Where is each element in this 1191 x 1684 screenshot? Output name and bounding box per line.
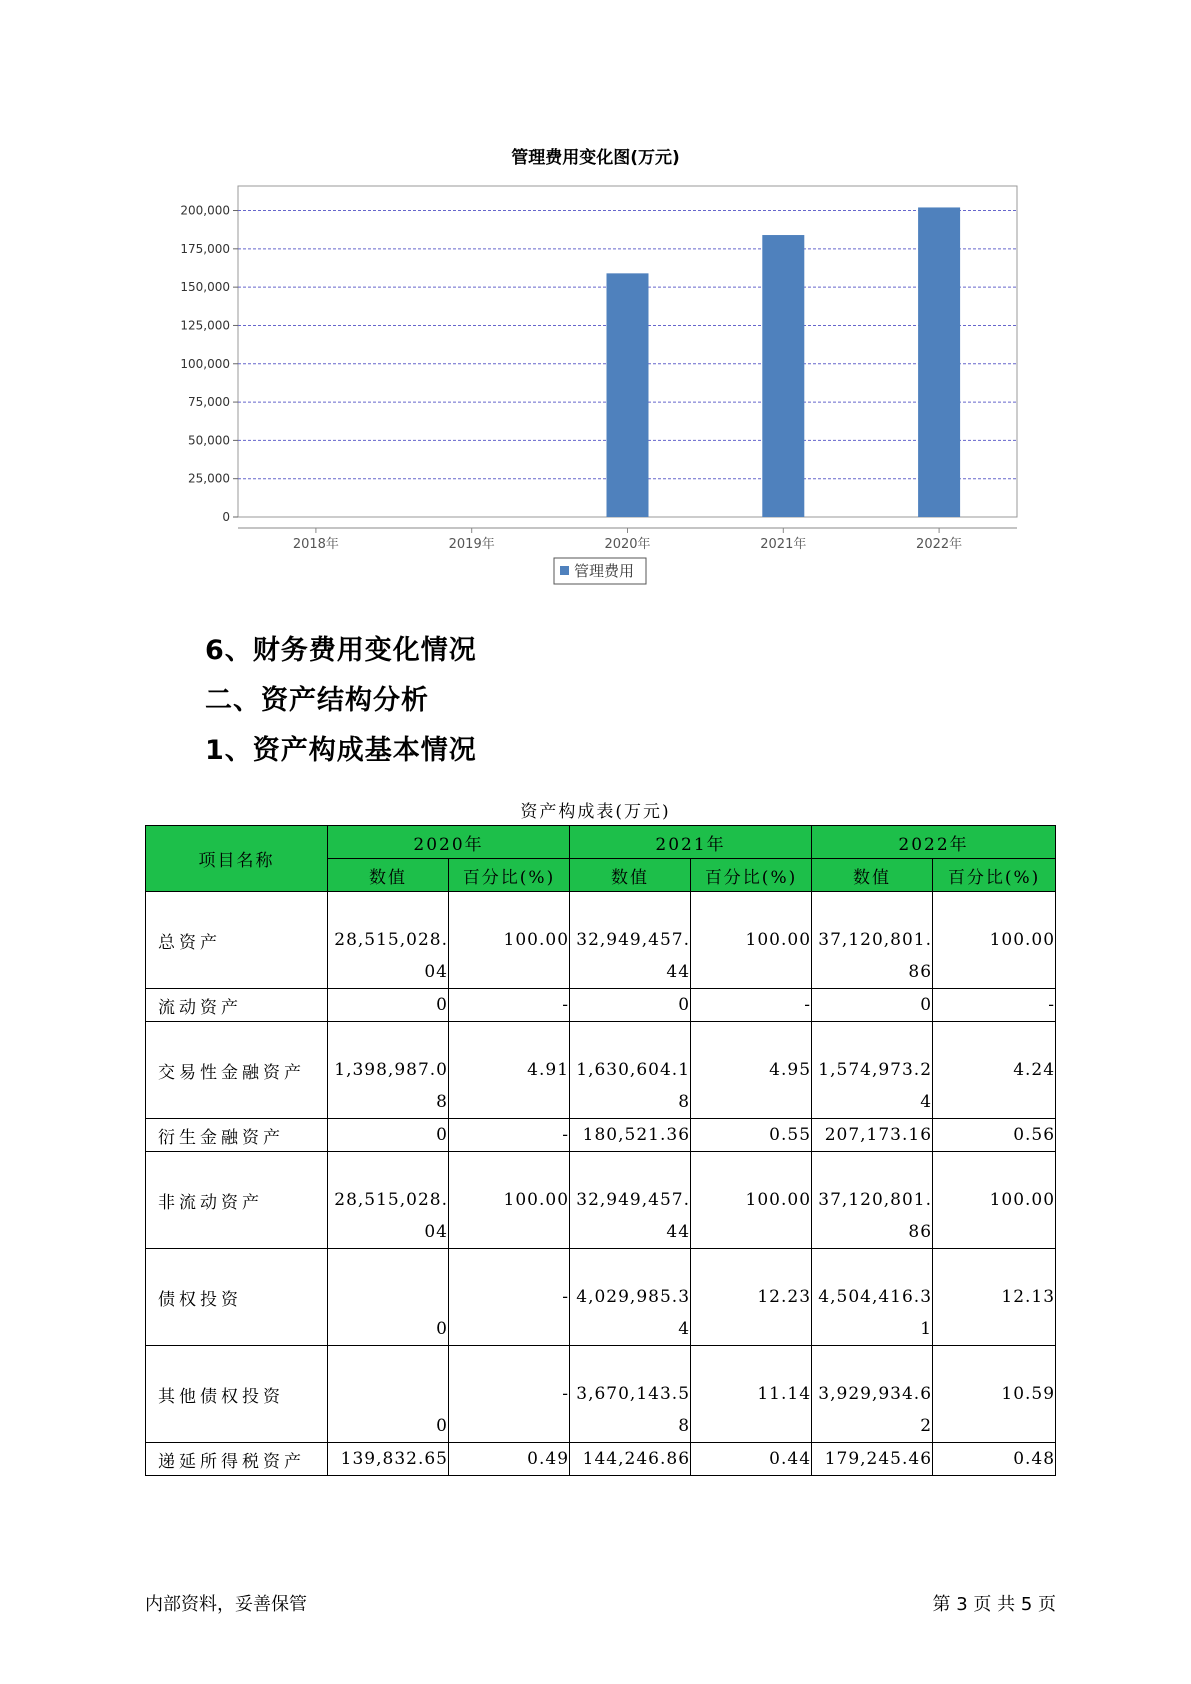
percent-cell: 100.00 — [449, 892, 570, 989]
value-cell: 0 — [570, 989, 691, 1022]
percent-cell: 100.00 — [691, 1152, 812, 1249]
y-tick-label: 175,000 — [180, 241, 230, 256]
x-tick-label: 2019年 — [448, 537, 495, 552]
value-cell: 28,515,028.04 — [328, 1152, 449, 1249]
value-cell: 1,398,987.08 — [328, 1022, 449, 1119]
percent-cell: 12.23 — [691, 1249, 812, 1346]
percent-cell: - — [449, 1249, 570, 1346]
value-cell: 4,029,985.34 — [570, 1249, 691, 1346]
y-tick-label: 125,000 — [180, 318, 230, 333]
percent-cell: 0.48 — [933, 1443, 1056, 1476]
table-row — [146, 1152, 1056, 1249]
section-heading-asset-composition: 1、资产构成基本情况 — [205, 735, 477, 766]
y-tick-label: 75,000 — [188, 395, 230, 410]
percent-cell: - — [449, 1346, 570, 1443]
value-cell: 207,173.16 — [812, 1119, 933, 1152]
row-label: 递延所得税资产 — [146, 1443, 328, 1476]
value-cell: 179,245.46 — [812, 1443, 933, 1476]
value-cell: 0 — [328, 989, 449, 1022]
percent-cell: 100.00 — [933, 1152, 1056, 1249]
bar — [918, 207, 960, 517]
value-cell: 32,949,457.44 — [570, 1152, 691, 1249]
x-tick-label: 2018年 — [292, 537, 339, 552]
chart-plot — [0, 0, 1191, 600]
percent-cell: 10.59 — [933, 1346, 1056, 1443]
table-row — [146, 1346, 1056, 1443]
table-caption: 资产构成表(万元) — [520, 802, 671, 822]
percent-cell: 0.49 — [449, 1443, 570, 1476]
table-row — [146, 1443, 1056, 1476]
col-header-percent: 百分比(%) — [449, 859, 570, 892]
value-cell: 37,120,801.86 — [812, 892, 933, 989]
percent-cell: 100.00 — [691, 892, 812, 989]
percent-cell: 100.00 — [933, 892, 1056, 989]
percent-cell: 12.13 — [933, 1249, 1056, 1346]
col-header-year: 2020年 — [328, 826, 570, 859]
percent-cell: - — [449, 1119, 570, 1152]
row-label: 总资产 — [146, 892, 328, 989]
table-row — [146, 1022, 1056, 1119]
x-tick-label: 2022年 — [916, 537, 963, 552]
col-header-item-name: 项目名称 — [146, 826, 328, 892]
value-cell: 0 — [812, 989, 933, 1022]
col-header-value: 数值 — [812, 859, 933, 892]
x-tick-label: 2020年 — [604, 537, 651, 552]
table-row — [146, 1249, 1056, 1346]
col-header-percent: 百分比(%) — [691, 859, 812, 892]
x-tick-label: 2021年 — [760, 537, 807, 552]
row-label: 非流动资产 — [146, 1152, 328, 1249]
col-header-percent: 百分比(%) — [933, 859, 1056, 892]
value-cell: 32,949,457.44 — [570, 892, 691, 989]
bar — [762, 235, 804, 517]
footer-confidential-note: 内部资料，妥善保管 — [145, 1594, 307, 1615]
value-cell: 37,120,801.86 — [812, 1152, 933, 1249]
legend-swatch — [560, 566, 569, 575]
value-cell: 0 — [328, 1249, 449, 1346]
row-label: 流动资产 — [146, 989, 328, 1022]
value-cell: 0 — [328, 1119, 449, 1152]
percent-cell: - — [449, 989, 570, 1022]
percent-cell: - — [933, 989, 1056, 1022]
y-tick-label: 0 — [222, 510, 230, 524]
value-cell: 3,670,143.58 — [570, 1346, 691, 1443]
table-row — [146, 989, 1056, 1022]
row-label: 交易性金融资产 — [146, 1022, 328, 1119]
row-label: 债权投资 — [146, 1249, 328, 1346]
expense-chart — [0, 0, 1191, 600]
percent-cell: 4.91 — [449, 1022, 570, 1119]
legend-label: 管理费用 — [574, 562, 635, 580]
percent-cell: 4.24 — [933, 1022, 1056, 1119]
percent-cell: 0.44 — [691, 1443, 812, 1476]
y-tick-label: 50,000 — [188, 433, 230, 448]
value-cell: 4,504,416.31 — [812, 1249, 933, 1346]
row-label: 其他债权投资 — [146, 1346, 328, 1443]
value-cell: 144,246.86 — [570, 1443, 691, 1476]
section-heading-finance-expense: 6、财务费用变化情况 — [205, 635, 477, 666]
y-tick-label: 25,000 — [188, 471, 230, 486]
footer-page-number: 第 3 页 共 5 页 — [932, 1594, 1056, 1615]
y-tick-label: 200,000 — [180, 203, 230, 218]
bar — [607, 273, 649, 517]
row-label: 衍生金融资产 — [146, 1119, 328, 1152]
percent-cell: 100.00 — [449, 1152, 570, 1249]
asset-composition-table — [145, 825, 1056, 1476]
chart-title: 管理费用变化图(万元) — [511, 148, 680, 168]
value-cell: 28,515,028.04 — [328, 892, 449, 989]
value-cell: 3,929,934.62 — [812, 1346, 933, 1443]
percent-cell: 0.55 — [691, 1119, 812, 1152]
value-cell: 1,630,604.18 — [570, 1022, 691, 1119]
section-heading-asset-structure: 二、资产结构分析 — [205, 685, 429, 716]
y-tick-label: 100,000 — [180, 356, 230, 371]
percent-cell: - — [691, 989, 812, 1022]
col-header-year: 2022年 — [812, 826, 1056, 859]
value-cell: 0 — [328, 1346, 449, 1443]
col-header-value: 数值 — [328, 859, 449, 892]
percent-cell: 4.95 — [691, 1022, 812, 1119]
table-row — [146, 1119, 1056, 1152]
y-tick-label: 150,000 — [180, 280, 230, 295]
table-row — [146, 892, 1056, 989]
percent-cell: 11.14 — [691, 1346, 812, 1443]
value-cell: 1,574,973.24 — [812, 1022, 933, 1119]
percent-cell: 0.56 — [933, 1119, 1056, 1152]
value-cell: 180,521.36 — [570, 1119, 691, 1152]
value-cell: 139,832.65 — [328, 1443, 449, 1476]
col-header-value: 数值 — [570, 859, 691, 892]
col-header-year: 2021年 — [570, 826, 812, 859]
